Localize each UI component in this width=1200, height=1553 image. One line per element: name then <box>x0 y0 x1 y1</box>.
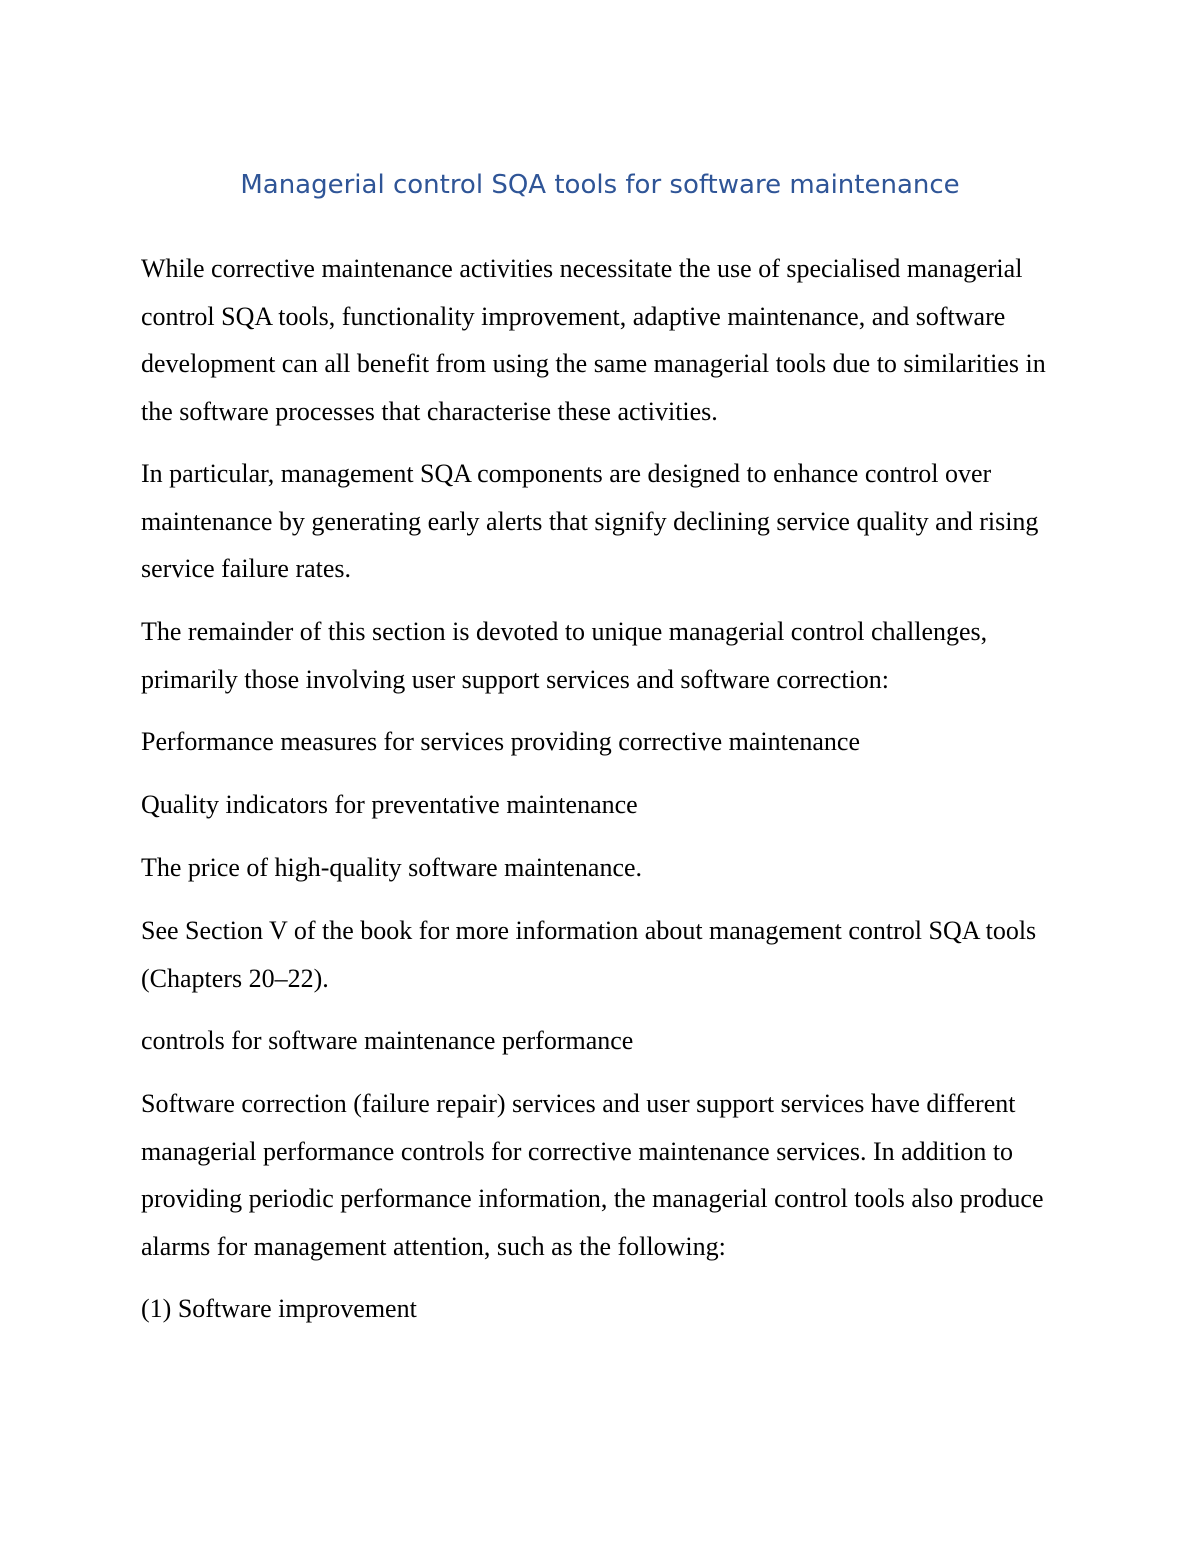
paragraph-7: See Section V of the book for more information about management control SQA tools (Chapters 20–22). <box>141 916 1037 993</box>
page-title: Managerial control SQA tools for software maintenance <box>240 170 960 200</box>
paragraph-6: The price of high-quality software maintenance. <box>141 853 643 882</box>
paragraph-5: Quality indicators for preventative maintenance <box>141 790 638 819</box>
paragraph-1: While corrective maintenance activities necessitate the use of specialised managerial control SQA tools, functionality improvement, adaptive maintenance, and software development can all benefit from using the same managerial tools due to similarities in the software processes that characterise these activities. <box>141 254 1046 426</box>
paragraph-2: In particular, management SQA components are designed to enhance control over maintenance by generating early alerts that signify declining service quality and rising service failure rates. <box>141 459 1039 583</box>
paragraph-4: Performance measures for services providing corrective maintenance <box>141 727 861 756</box>
paragraph-9: Software correction (failure repair) services and user support services have different managerial performance controls for corrective maintenance services. In addition to providing periodic performance information, the managerial control tools also produce alarms for management attention, such as the following: <box>141 1089 1044 1261</box>
paragraph-8: controls for software maintenance performance <box>141 1026 634 1055</box>
paragraph-3: The remainder of this section is devoted to unique managerial control challenges, primarily those involving user support services and software correction: <box>141 617 988 694</box>
paragraph-10: (1) Software improvement <box>141 1294 417 1323</box>
